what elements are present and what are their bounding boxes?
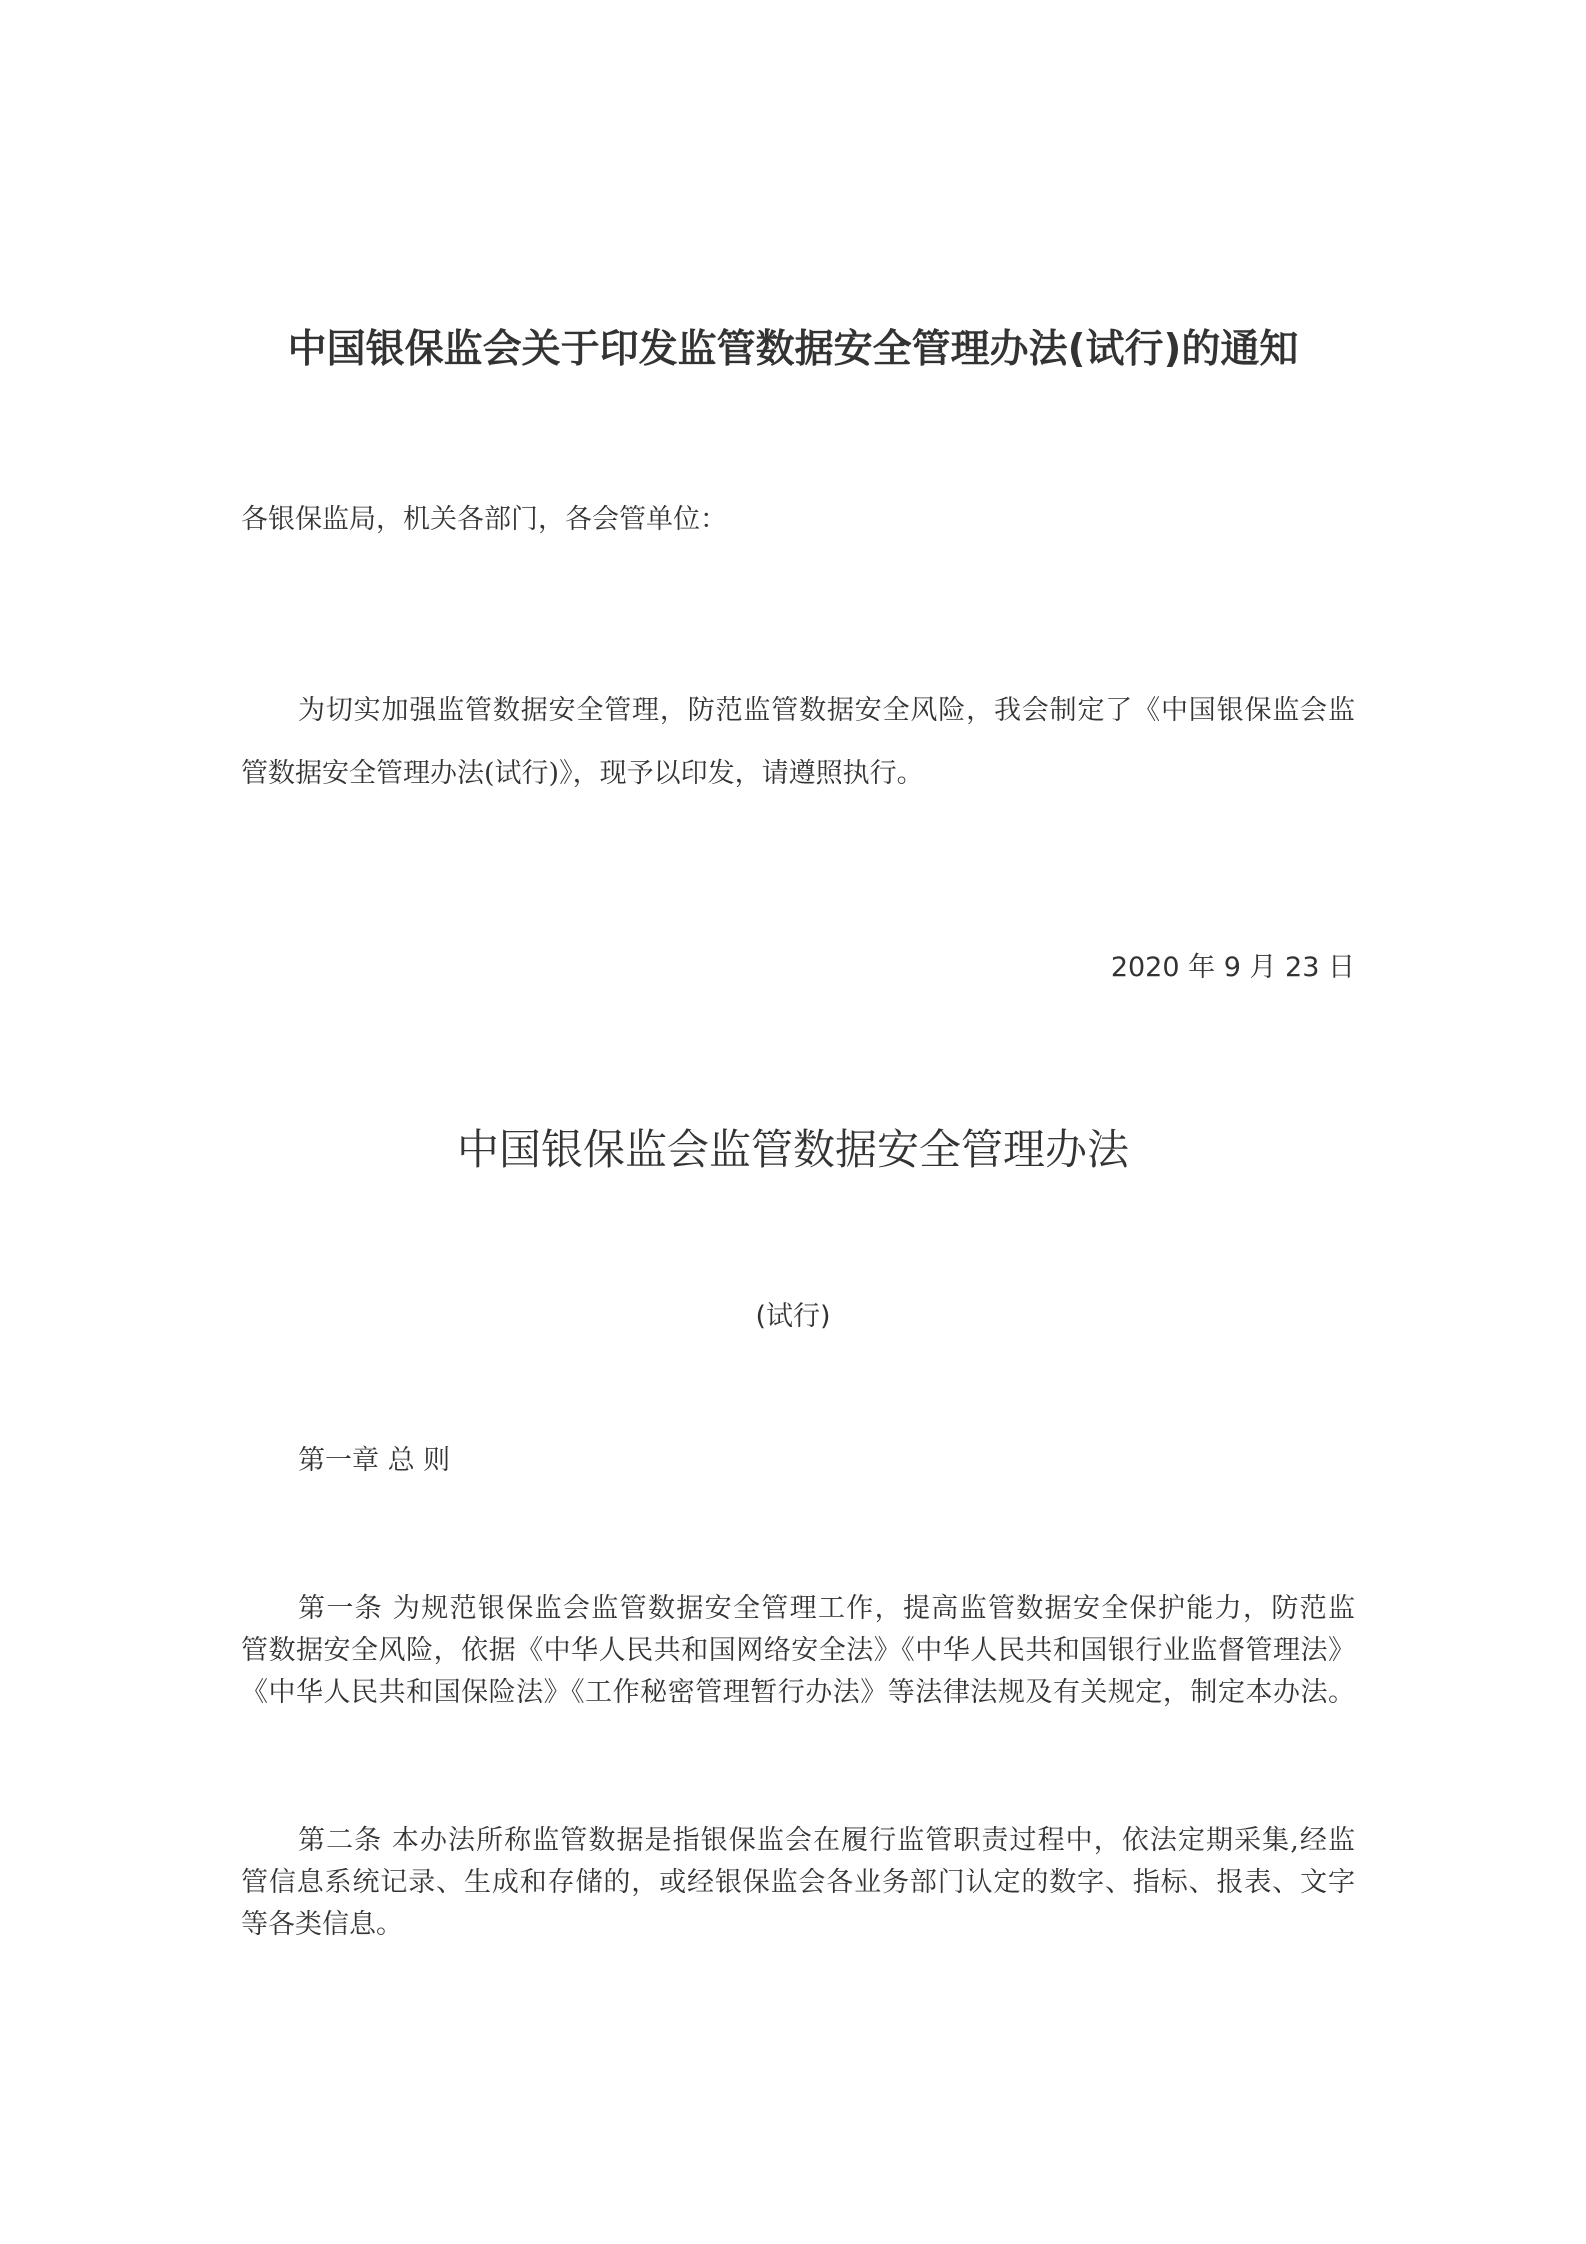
notice-body-line: 为切实加强监管数据安全管理，防范监管数据安全风险，我会制定了《中国银保监会监 [298,695,1355,726]
chapter-heading: 第一章 总 则 [298,1445,451,1476]
measures-subtitle: (试行) [755,1301,831,1332]
notice-body-line: 管数据安全管理办法(试行)》，现予以印发，请遵照执行。 [241,758,924,789]
notice-date: 2020 年 9 月 23 日 [1110,952,1355,983]
article-1-line: 《中华人民共和国保险法》《工作秘密管理暂行办法》等法律法规及有关规定，制定本办法。 [241,1677,1355,1708]
measures-title: 中国银保监会监管数据安全管理办法 [456,1125,1129,1174]
article-2-line: 管信息系统记录、生成和存储的，或经银保监会各业务部门认定的数字、指标、报表、文字 [241,1867,1355,1898]
article-1-line: 第一条 为规范银保监会监管数据安全管理工作，提高监管数据安全保护能力，防范监 [298,1593,1355,1624]
notice-title: 中国银保监会关于印发监管数据安全管理办法(试行)的通知 [287,327,1299,372]
article-1-line: 管数据安全风险，依据《中华人民共和国网络安全法》《中华人民共和国银行业监督管理法》 [241,1635,1355,1666]
article-2-line: 等各类信息。 [241,1909,403,1940]
article-2-line: 第二条 本办法所称监管数据是指银保监会在履行监管职责过程中，依法定期采集,经监 [298,1825,1355,1856]
salutation: 各银保监局，机关各部门，各会管单位： [241,504,727,535]
